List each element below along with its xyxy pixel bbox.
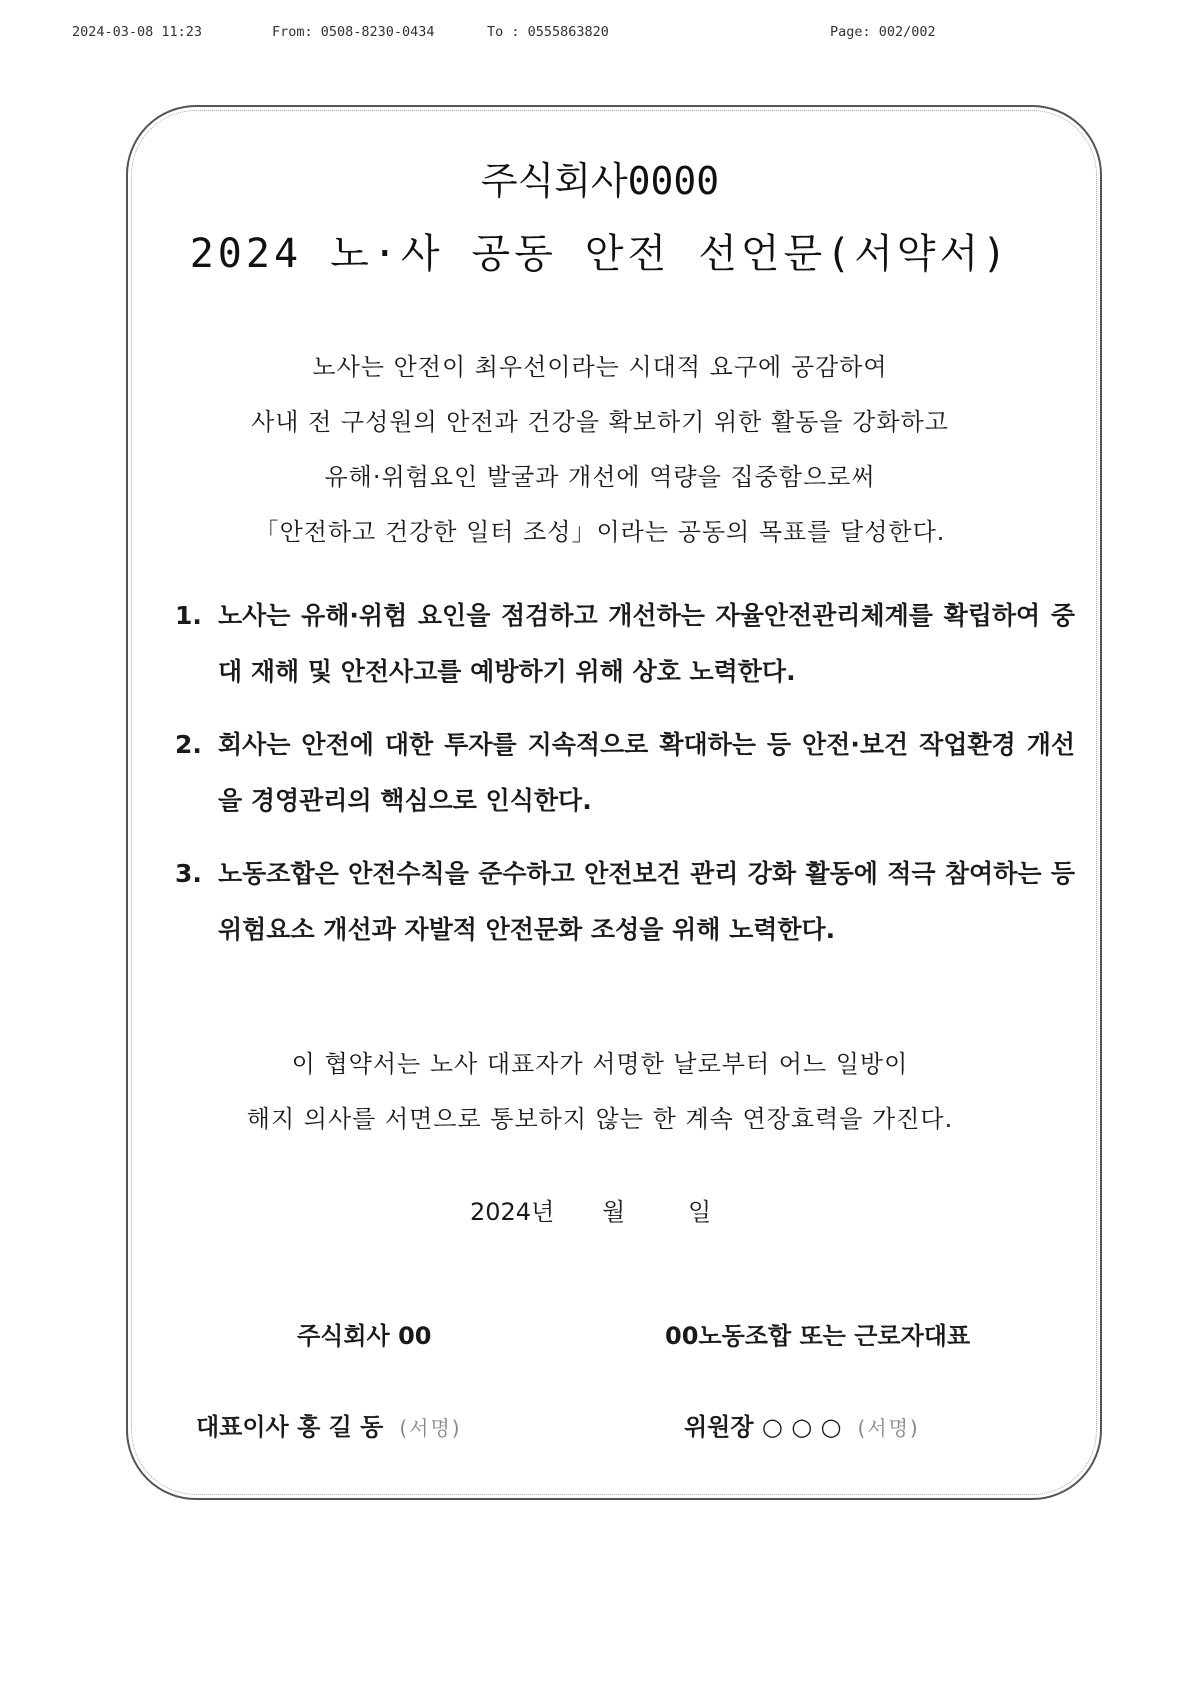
fax-page: Page: 002/002: [830, 24, 936, 40]
main-title: 2024 노·사 공동 안전 선언문(서약서): [189, 231, 1011, 277]
union-representative: [684, 1407, 920, 1442]
fax-datetime: 2024-03-08 11:23: [72, 24, 203, 40]
clause-item: [175, 717, 1075, 829]
clause-number: 3.: [175, 859, 202, 888]
clause-text: 노사는 유해·위험 요인을 점검하고 개선하는 자율안전관리체계를 확립하여 중대 재해 및 안전사고를 예방하기 위해 상호 노력한다.: [218, 601, 1075, 686]
company-rep-name: 대표이사 홍 길 동: [196, 1413, 384, 1441]
clause-item: [175, 846, 1075, 958]
intro-line: 노사는 안전이 최우선이라는 시대적 요구에 공감하여: [312, 353, 888, 381]
intro-paragraph: [0, 340, 1200, 560]
validity-line: 해지 의사를 서면으로 통보하지 않는 한 계속 연장효력을 가진다.: [246, 1105, 954, 1133]
intro-line: 사내 전 구성원의 안전과 건강을 확보하기 위한 활동을 강화하고: [251, 408, 949, 436]
company-name: 주식회사 00: [297, 1322, 432, 1350]
validity-line: 이 협약서는 노사 대표자가 서명한 날로부터 어느 일방이: [291, 1050, 909, 1078]
clause-text: 회사는 안전에 대한 투자를 지속적으로 확대하는 등 안전·보건 작업환경 개선을 경영관리의 핵심으로 인식한다.: [218, 730, 1075, 815]
date-month: 월: [602, 1198, 626, 1226]
clause-text: 노동조합은 안전수칙을 준수하고 안전보건 관리 강화 활동에 적극 참여하는 등 위험요소 개선과 자발적 안전문화 조성을 위해 노력한다.: [218, 859, 1075, 944]
date-year: 2024년: [470, 1198, 555, 1226]
union-name: 00노동조합 또는 근로자대표: [665, 1322, 971, 1350]
intro-line: 「안전하고 건강한 일터 조성」이라는 공동의 목표를 달성한다.: [254, 518, 946, 546]
fax-header: [72, 24, 1072, 44]
union-signature-mark: (서명): [857, 1416, 920, 1440]
fax-from: From: 0508-8230-0434: [272, 24, 435, 40]
date-day: 일: [688, 1198, 712, 1226]
clause-number: 1.: [175, 601, 202, 630]
clause-list: [175, 588, 1075, 975]
fax-to: To : 0555863820: [487, 24, 609, 40]
clause-number: 2.: [175, 730, 202, 759]
validity-paragraph: [0, 1037, 1200, 1147]
company-title: 주식회사0000: [480, 159, 720, 203]
intro-line: 유해·위험요인 발굴과 개선에 역량을 집중함으로써: [324, 463, 876, 491]
union-rep-name: 위원장 ○ ○ ○: [684, 1413, 842, 1441]
clause-item: [175, 588, 1075, 700]
company-signature-mark: (서명): [399, 1416, 462, 1440]
company-representative: [196, 1407, 462, 1442]
